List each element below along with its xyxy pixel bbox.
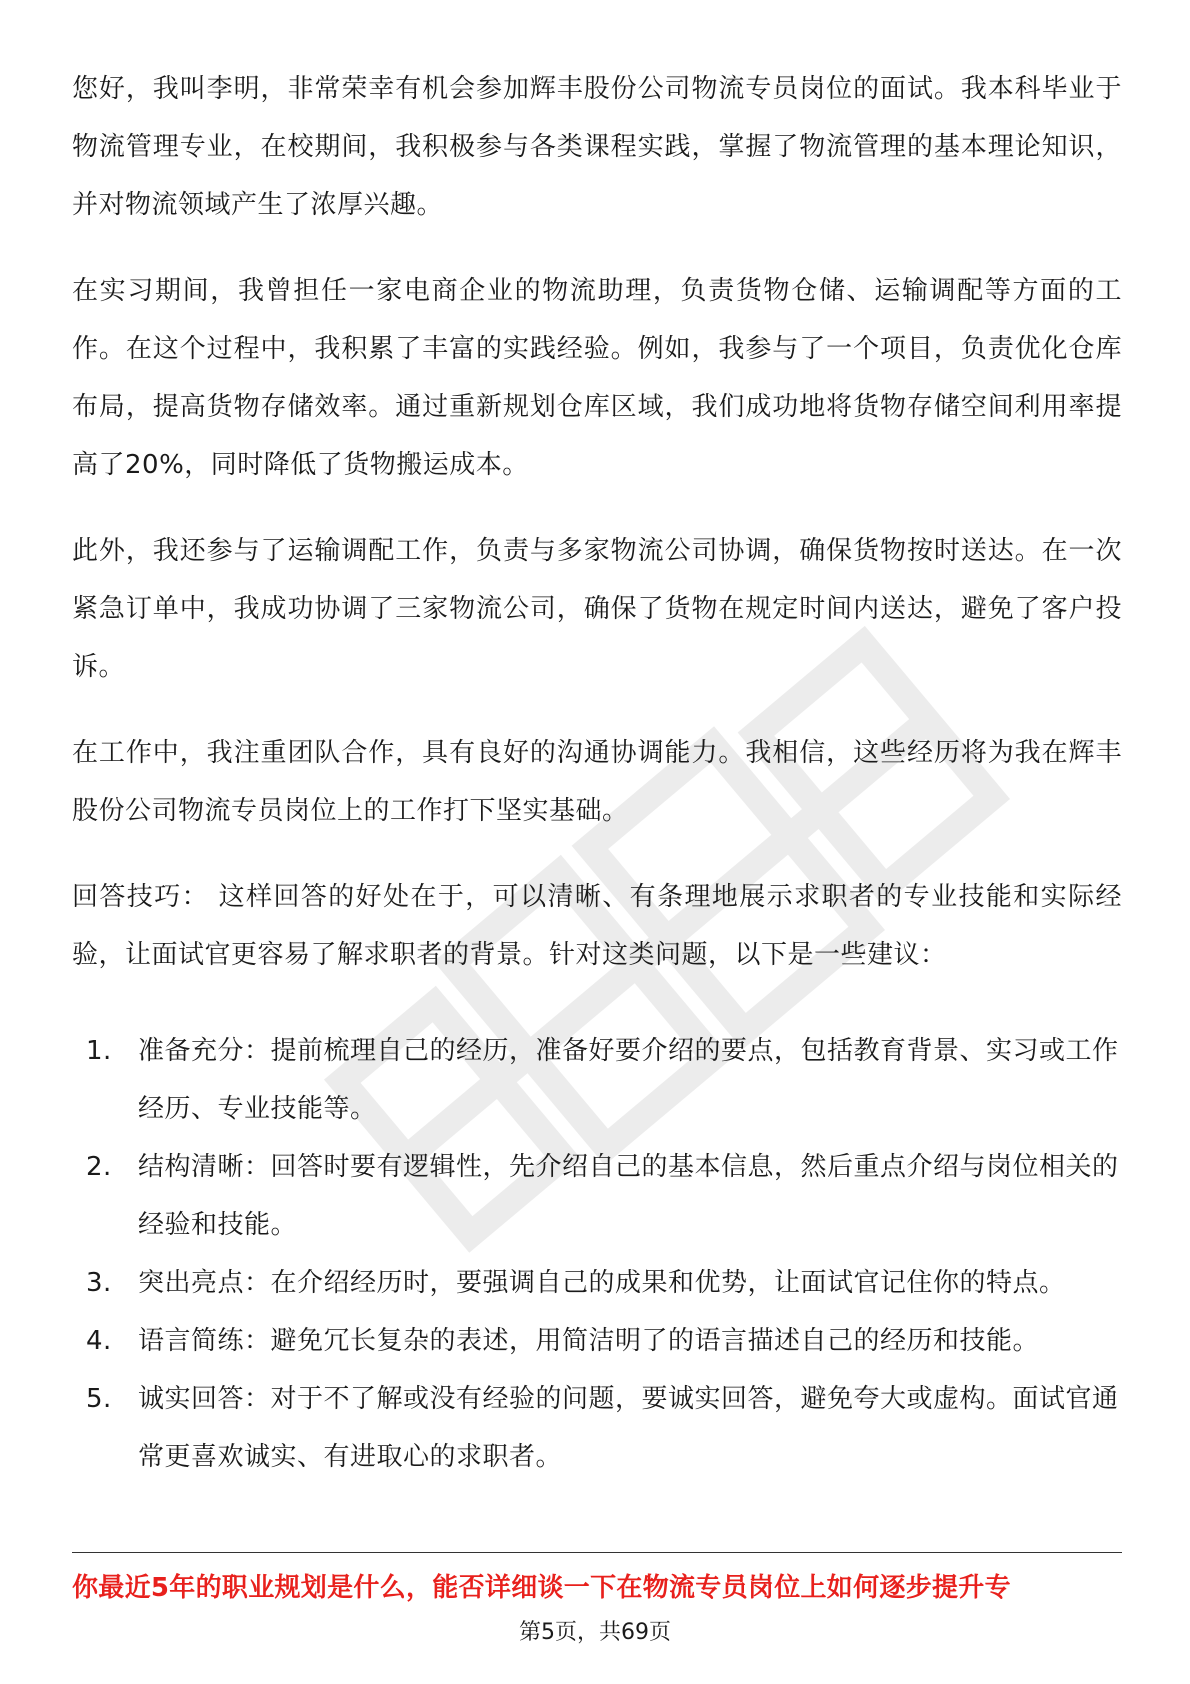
list-item-number: 3. — [86, 1268, 112, 1298]
list-item-number: 5. — [86, 1384, 112, 1414]
list-item — [72, 1022, 1122, 1138]
list-item-number: 2. — [86, 1152, 112, 1182]
list-item-text: 结构清晰：回答时要有逻辑性，先介绍自己的基本信息，然后重点介绍与岗位相关的经验和技能。 — [138, 1152, 1119, 1240]
list-item-number: 1. — [86, 1036, 112, 1066]
answer-paragraph-internship: 在实习期间，我曾担任一家电商企业的物流助理，负责货物仓储、运输调配等方面的工作。在这个过程中，我积累了丰富的实践经验。例如，我参与了一个项目，负责优化仓库布局，提高货物存储效率。通过重新规划仓库区域，我们成功地将货物存储空间利用率提高了20%，同时降低了货物搬运成本。 — [72, 276, 1122, 480]
page-number-footer: 第5页，共69页 — [519, 1620, 671, 1645]
tips-list — [72, 1022, 1122, 1486]
list-item — [72, 1138, 1122, 1254]
list-item-text: 准备充分：提前梳理自己的经历，准备好要介绍的要点，包括教育背景、实习或工作经历、专业技能等。 — [138, 1036, 1119, 1124]
list-item-text: 诚实回答：对于不了解或没有经验的问题，要诚实回答，避免夸大或虚构。面试官通常更喜欢诚实、有进取心的求职者。 — [138, 1384, 1119, 1472]
answer-paragraph-teamwork: 在工作中，我注重团队合作，具有良好的沟通协调能力。我相信，这些经历将为我在辉丰股份公司物流专员岗位上的工作打下坚实基础。 — [72, 738, 1122, 826]
list-item-text: 语言简练：避免冗长复杂的表述，用简洁明了的语言描述自己的经历和技能。 — [138, 1326, 1040, 1356]
list-item — [72, 1312, 1122, 1370]
next-question-heading: 你最近5年的职业规划是什么，能否详细谈一下在物流专员岗位上如何逐步提升专 — [72, 1573, 1011, 1603]
list-item-number: 4. — [86, 1326, 112, 1356]
list-item-text: 突出亮点：在介绍经历时，要强调自己的成果和优势，让面试官记住你的特点。 — [138, 1268, 1066, 1298]
document-body — [72, 60, 1122, 1486]
list-item — [72, 1370, 1122, 1486]
answer-paragraph-logistics: 此外，我还参与了运输调配工作，负责与多家物流公司协调，确保货物按时送达。在一次紧急订单中，我成功协调了三家物流公司，确保了货物在规定时间内送达，避免了客户投诉。 — [72, 536, 1122, 682]
answer-tips-intro: 回答技巧： 这样回答的好处在于，可以清晰、有条理地展示求职者的专业技能和实际经验，让面试官更容易了解求职者的背景。针对这类问题，以下是一些建议： — [72, 882, 1122, 970]
list-item — [72, 1254, 1122, 1312]
answer-paragraph-intro: 您好，我叫李明，非常荣幸有机会参加辉丰股份公司物流专员岗位的面试。我本科毕业于物流管理专业，在校期间，我积极参与各类课程实践，掌握了物流管理的基本理论知识，并对物流领域产生了浓厚兴趣。 — [72, 74, 1122, 220]
section-divider — [72, 1552, 1122, 1553]
